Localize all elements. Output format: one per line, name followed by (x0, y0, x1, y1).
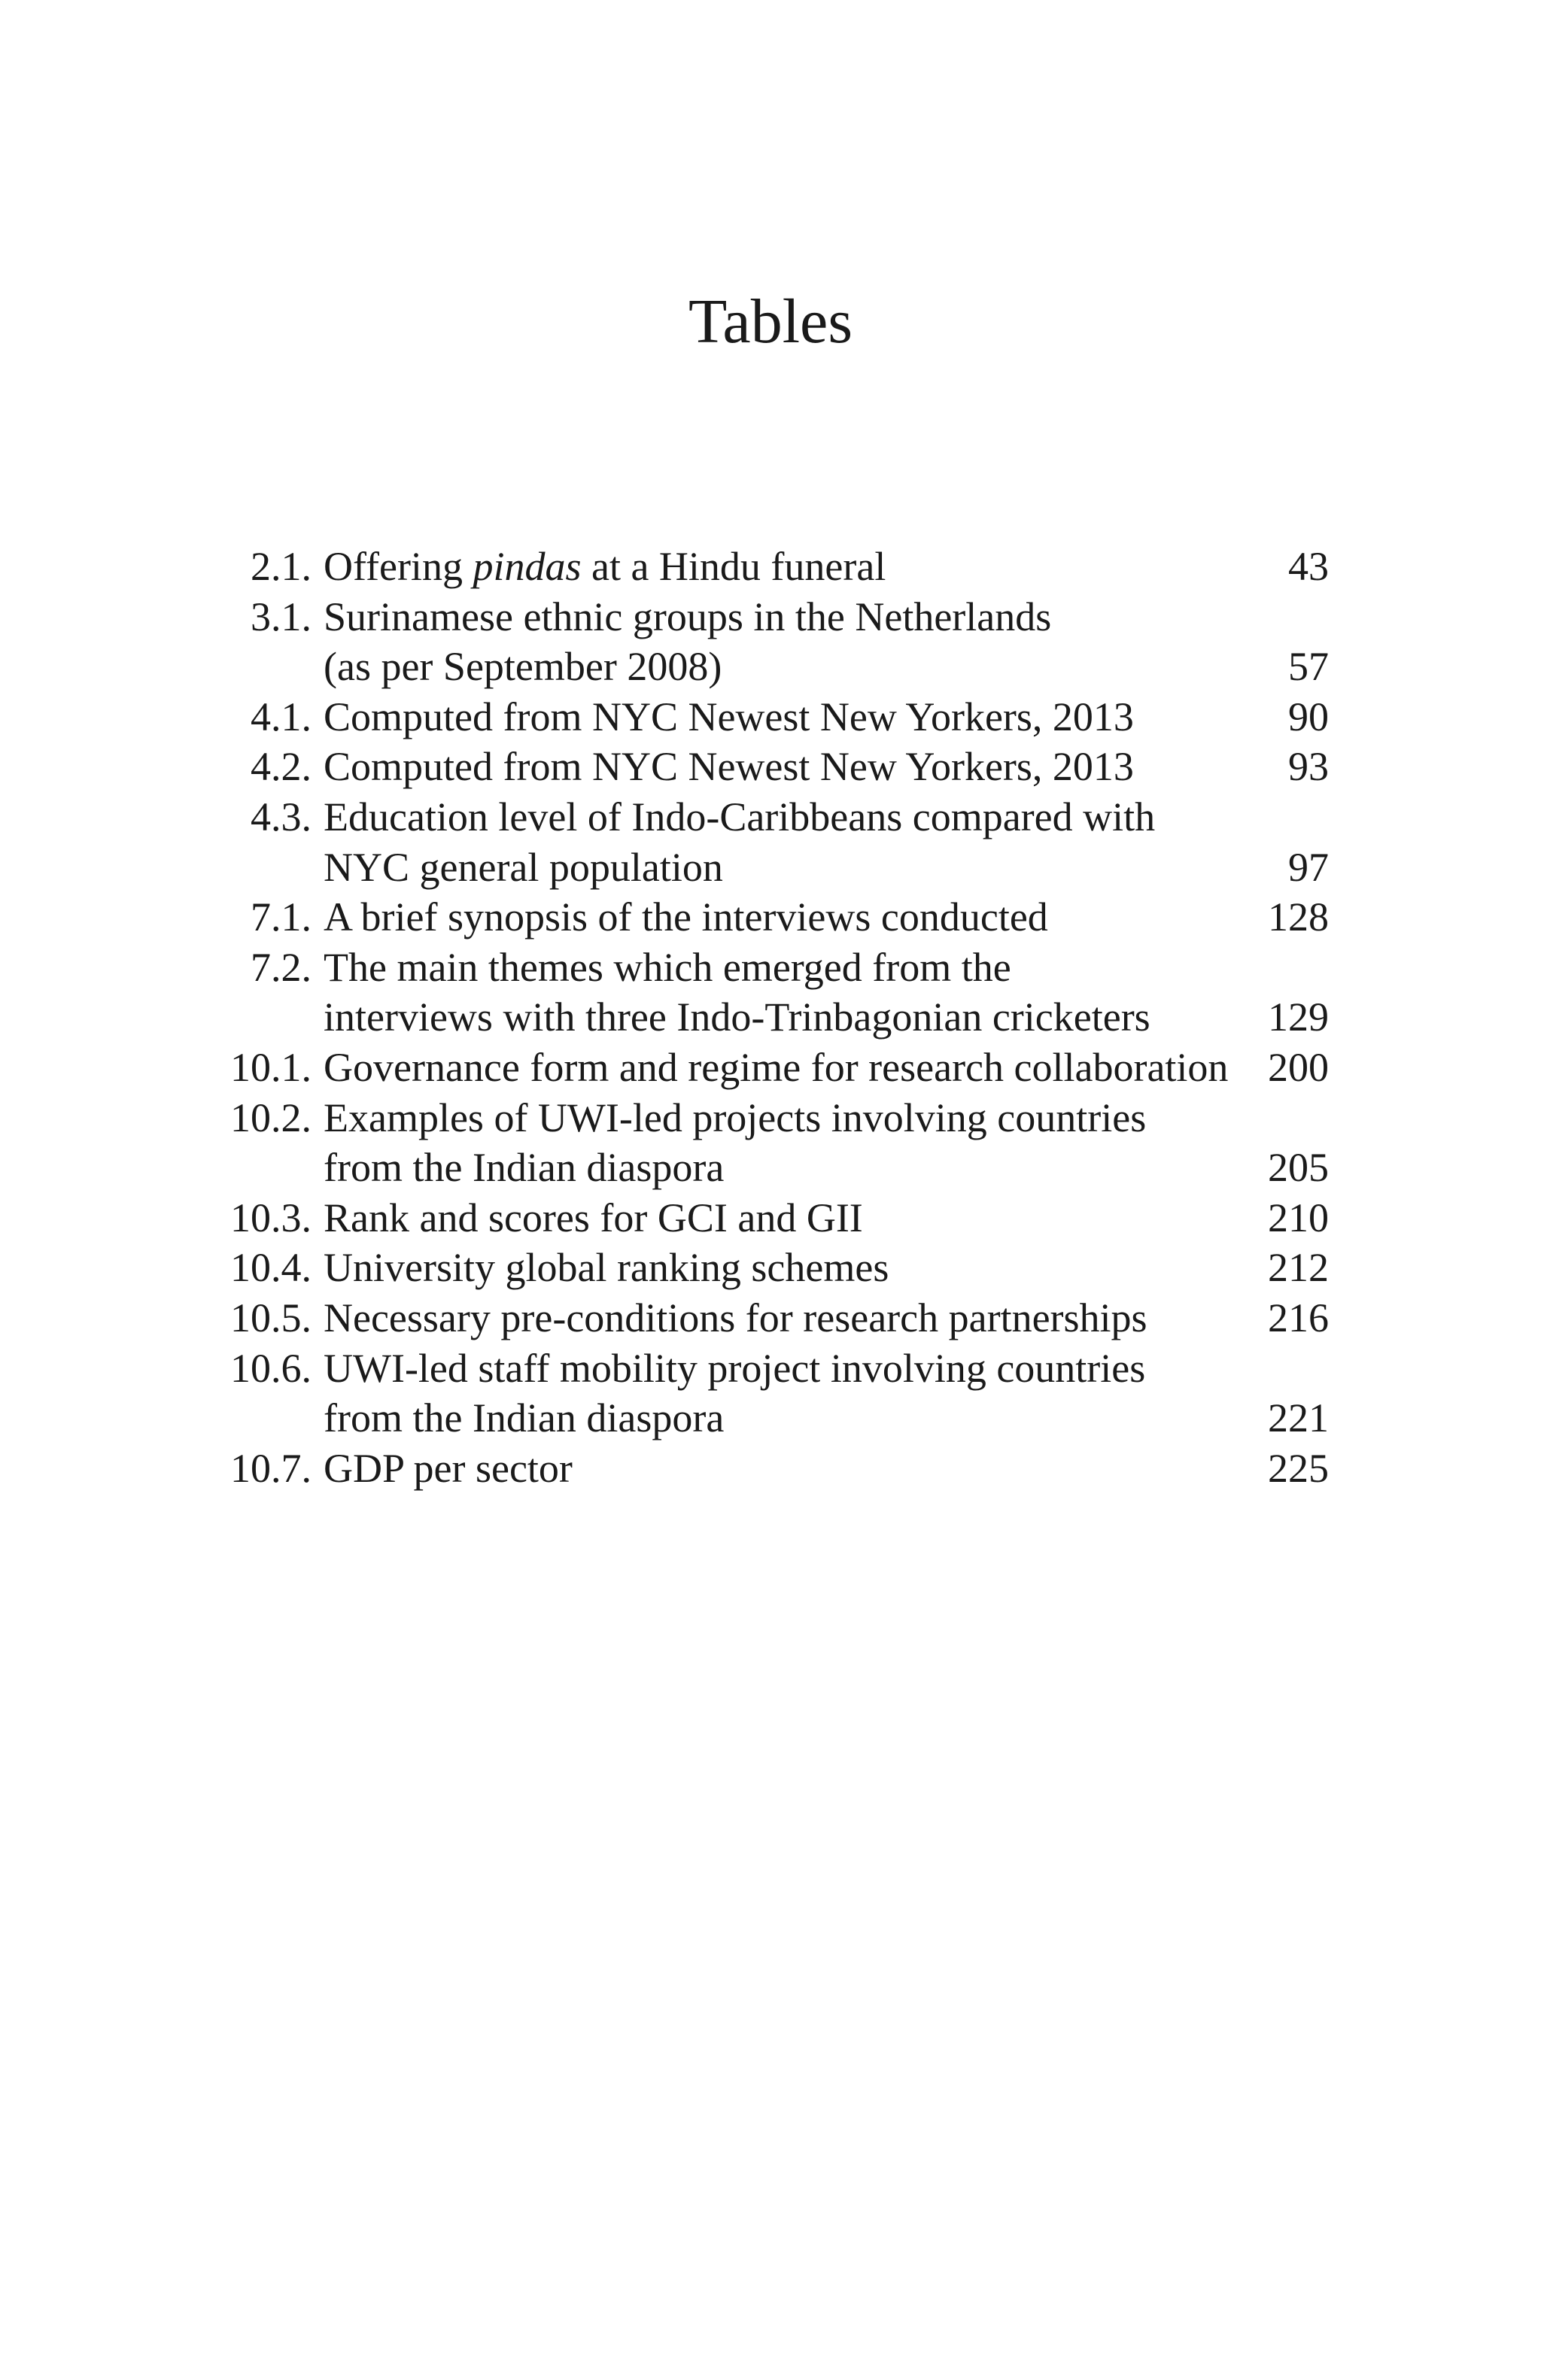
list-item[interactable] (185, 1443, 1329, 1494)
table-number: 10.6. (230, 1345, 312, 1391)
page-number: 90 (1288, 694, 1329, 739)
table-title: UWI-led staff mobility project involving countries (324, 1345, 1146, 1391)
table-title: The main themes which emerged from the (324, 944, 1011, 990)
table-number: 10.1. (230, 1044, 312, 1090)
table-title: Surinamese ethnic groups in the Netherlands (324, 593, 1052, 639)
list-item[interactable] (185, 1343, 1329, 1443)
entry-line (185, 1443, 1329, 1494)
entry-line (185, 892, 1329, 943)
entry-line (185, 592, 1329, 642)
table-title: Computed from NYC Newest New Yorkers, 2013 (324, 744, 1134, 790)
entry-line (185, 1343, 1329, 1394)
page-number: 205 (1268, 1145, 1329, 1191)
table-number: 4.2. (251, 744, 312, 790)
list-item[interactable] (185, 692, 1329, 742)
table-number: 4.3. (251, 794, 312, 839)
entry-line (185, 792, 1329, 842)
page-number: 128 (1268, 894, 1329, 940)
entry-line (185, 742, 1329, 792)
page-number: 210 (1268, 1195, 1329, 1240)
table-number: 2.1. (251, 544, 312, 589)
entry-line (185, 692, 1329, 742)
table-title: Offering pindas at a Hindu funeral (324, 544, 886, 589)
list-item[interactable] (185, 792, 1329, 892)
table-title: from the Indian diaspora (324, 1145, 725, 1191)
table-title: Governance form and regime for research collaboration (324, 1044, 1229, 1090)
table-title: (as per September 2008) (324, 644, 722, 690)
list-item[interactable] (185, 892, 1329, 943)
table-title: Rank and scores for GCI and GII (324, 1195, 863, 1240)
page-number: 225 (1268, 1445, 1329, 1491)
page-number: 43 (1288, 544, 1329, 589)
table-title: A brief synopsis of the interviews conducted (324, 894, 1048, 940)
list-item[interactable] (185, 1193, 1329, 1243)
table-title: GDP per sector (324, 1445, 573, 1491)
entry-line (185, 1043, 1329, 1093)
page-number: 93 (1288, 744, 1329, 790)
page-number: 216 (1268, 1295, 1329, 1340)
list-item[interactable] (185, 1243, 1329, 1293)
list-item[interactable] (185, 742, 1329, 792)
page-number: 200 (1268, 1044, 1329, 1090)
table-number: 10.3. (230, 1195, 312, 1240)
entry-line (185, 1143, 1329, 1193)
page-number: 221 (1268, 1395, 1329, 1441)
list-item[interactable] (185, 1293, 1329, 1343)
entry-line (185, 642, 1329, 692)
entry-line (185, 992, 1329, 1043)
entry-line (185, 1243, 1329, 1293)
table-title: University global ranking schemes (324, 1245, 889, 1291)
table-title: Computed from NYC Newest New Yorkers, 2013 (324, 694, 1134, 739)
list-item[interactable] (185, 943, 1329, 1043)
table-number: 4.1. (251, 694, 312, 739)
table-title: NYC general population (324, 844, 723, 890)
entry-line (185, 542, 1329, 592)
table-title: Necessary pre-conditions for research partnerships (324, 1295, 1147, 1340)
page-number: 97 (1288, 844, 1329, 890)
list-item[interactable] (185, 1043, 1329, 1093)
entry-line (185, 1093, 1329, 1143)
list-item[interactable] (185, 542, 1329, 592)
page-number: 57 (1288, 644, 1329, 690)
page-title: Tables (688, 287, 853, 357)
table-title: Examples of UWI-led projects involving countries (324, 1094, 1147, 1140)
page-number: 212 (1268, 1245, 1329, 1291)
entry-line (185, 842, 1329, 893)
table-title: from the Indian diaspora (324, 1395, 725, 1441)
table-title: Education level of Indo-Caribbeans compared with (324, 794, 1156, 839)
table-number: 3.1. (251, 593, 312, 639)
table-title: interviews with three Indo-Trinbagonian cricketers (324, 994, 1150, 1040)
table-number: 10.7. (230, 1445, 312, 1491)
table-number: 10.2. (230, 1094, 312, 1140)
list-item[interactable] (185, 592, 1329, 692)
table-list (185, 542, 1329, 1493)
entry-line (185, 1293, 1329, 1343)
entry-line (185, 1193, 1329, 1243)
entry-line (185, 943, 1329, 993)
table-number: 7.1. (251, 894, 312, 940)
table-number: 10.4. (230, 1245, 312, 1291)
list-item[interactable] (185, 1093, 1329, 1193)
table-number: 7.2. (251, 944, 312, 990)
entry-line (185, 1393, 1329, 1443)
page-number: 129 (1268, 994, 1329, 1040)
table-number: 10.5. (230, 1295, 312, 1340)
